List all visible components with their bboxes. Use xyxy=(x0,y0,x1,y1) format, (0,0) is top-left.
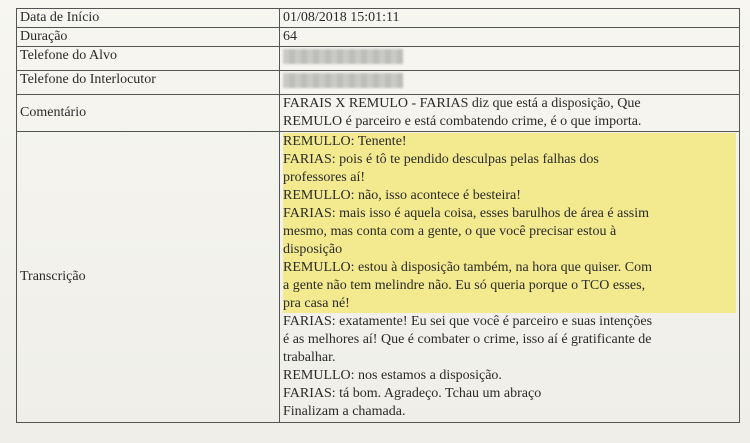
transcript-line: a gente não tem melindre não. Eu só queria porque o TCO esses, xyxy=(283,277,736,295)
redacted-block xyxy=(283,49,403,64)
transcript-line: disposição xyxy=(283,241,736,259)
target-phone-value xyxy=(280,47,740,71)
duration-value: 64 xyxy=(280,28,740,47)
interception-record-table xyxy=(16,8,740,423)
target-phone-label: Telefone do Alvo xyxy=(17,47,280,71)
comment-line: REMULO é parceiro e está combatendo crime, é o que importa. xyxy=(283,114,642,129)
transcript-line: pra casa né! xyxy=(283,295,736,313)
transcript-line: REMULLO: estou à disposição também, na hora que quiser. Com xyxy=(283,259,736,277)
transcript-label: Transcrição xyxy=(17,132,280,423)
start-date-value: 01/08/2018 15:01:11 xyxy=(280,9,740,28)
transcript-line: professores aí! xyxy=(283,169,736,187)
transcript-line: trabalhar. xyxy=(283,350,336,365)
interlocutor-phone-label: Telefone do Interlocutor xyxy=(17,71,280,95)
transcript-line: é as melhores aí! Que é combater o crime, isso aí é gratificante de xyxy=(283,332,652,347)
comment-label: Comentário xyxy=(17,95,280,132)
transcript-line: mesmo, mas conta com a gente, o que você precisar estou à xyxy=(283,223,736,241)
transcript-line: Finalizam a chamada. xyxy=(283,404,406,419)
row-transcript xyxy=(17,132,740,423)
row-start-date xyxy=(17,9,740,28)
transcript-line: REMULLO: não, isso acontece é besteira! xyxy=(283,187,736,205)
transcript-line: REMULLO: Tenente! xyxy=(283,133,736,151)
start-date-label: Data de Início xyxy=(17,9,280,28)
row-target-phone xyxy=(17,47,740,71)
transcript-line: FARIAS: mais isso é aquela coisa, esses barulhos de área é assim xyxy=(283,205,736,223)
transcript-value xyxy=(280,132,740,423)
redacted-block xyxy=(283,73,403,88)
comment-value xyxy=(280,95,740,132)
row-interlocutor-phone xyxy=(17,71,740,95)
transcript-line: REMULLO: nos estamos a disposição. xyxy=(283,368,502,383)
row-comment xyxy=(17,95,740,132)
row-duration xyxy=(17,28,740,47)
comment-line: FARAIS X REMULO - FARIAS diz que está a disposição, Que xyxy=(283,96,641,111)
transcript-line: FARIAS: pois é tô te pendido desculpas pelas falhas dos xyxy=(283,151,736,169)
transcript-line: FARIAS: exatamente! Eu sei que você é parceiro e suas intenções xyxy=(283,314,653,329)
duration-label: Duração xyxy=(17,28,280,47)
transcript-line: FARIAS: tá bom. Agradeço. Tchau um abraço xyxy=(283,386,542,401)
interlocutor-phone-value xyxy=(280,71,740,95)
